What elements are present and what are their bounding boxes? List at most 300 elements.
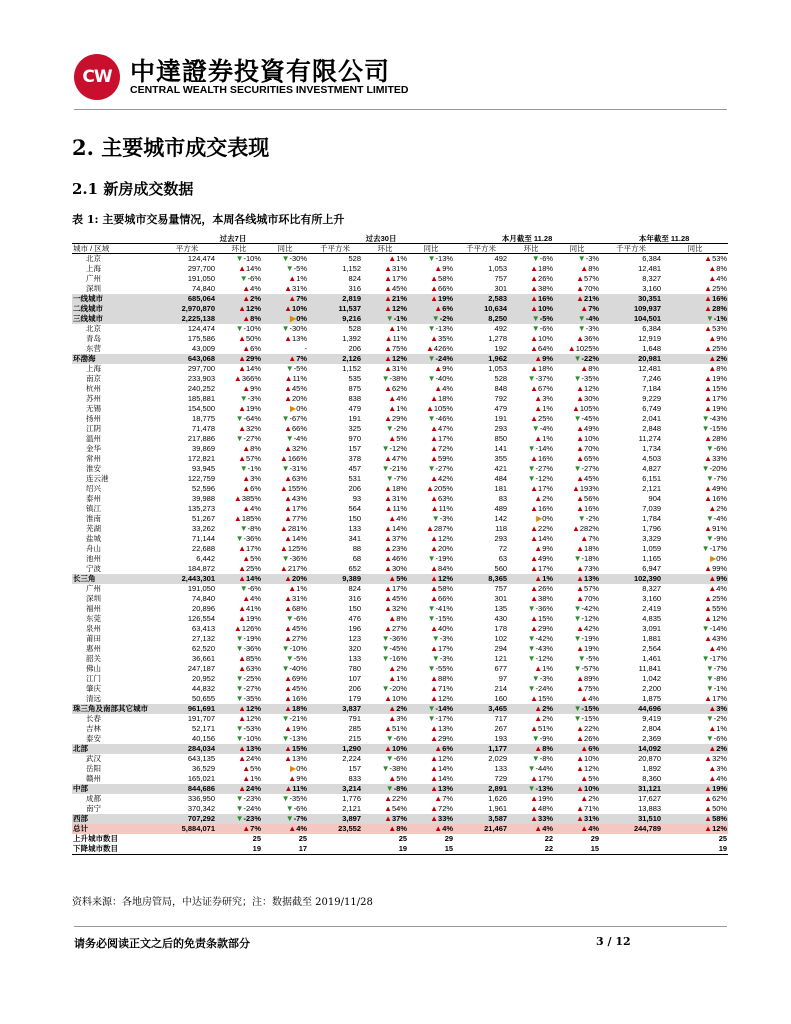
cell-value: 214 — [494, 684, 508, 693]
down-arrow-icon: ▼ — [427, 324, 436, 333]
up-arrow-icon: ▲ — [238, 404, 246, 413]
table-cell — [262, 424, 308, 434]
up-arrow-icon: ▲ — [704, 564, 713, 573]
table-cell — [454, 284, 508, 294]
cell-value: 68% — [292, 604, 308, 613]
row-label — [72, 604, 158, 614]
table-cell — [262, 334, 308, 344]
up-arrow-icon: ▲ — [242, 344, 251, 353]
down-arrow-icon: ▼ — [701, 654, 710, 663]
up-arrow-icon: ▲ — [238, 664, 246, 673]
table-cell — [662, 434, 728, 444]
cell-value: 深圳 — [86, 284, 101, 293]
cell-value: 160 — [494, 694, 508, 703]
table-cell — [362, 634, 408, 644]
up-arrow-icon: ▲ — [238, 264, 246, 273]
table-cell — [454, 564, 508, 574]
table-cell — [262, 674, 308, 684]
table-cell — [216, 484, 262, 494]
table-cell — [454, 784, 508, 794]
down-arrow-icon: ▼ — [701, 464, 710, 473]
table-cell — [158, 354, 216, 364]
cell-value: 29% — [245, 354, 261, 363]
table-cell — [158, 444, 216, 454]
table-cell — [362, 604, 408, 614]
up-arrow-icon: ▲ — [580, 264, 589, 273]
up-arrow-icon: ▲ — [242, 594, 251, 603]
up-arrow-icon: ▲ — [576, 564, 585, 573]
cell-value: 9% — [542, 354, 554, 363]
up-arrow-icon: ▲ — [530, 454, 539, 463]
cell-value: 47% — [392, 454, 408, 463]
table-cell — [554, 814, 600, 824]
cell-value: 29% — [392, 414, 408, 423]
table-cell — [408, 554, 454, 564]
table-cell — [216, 324, 262, 334]
city-row — [72, 584, 728, 594]
table-cell — [508, 284, 554, 294]
cell-value: -3% — [585, 254, 600, 263]
row-label — [72, 434, 158, 444]
cell-value: 643,135 — [187, 754, 215, 763]
down-arrow-icon: ▼ — [285, 814, 294, 823]
table-cell — [262, 514, 308, 524]
table-cell — [454, 704, 508, 714]
cell-value: 28% — [712, 304, 728, 313]
down-arrow-icon: ▼ — [527, 684, 536, 693]
table-cell — [554, 744, 600, 754]
table-cell — [262, 654, 308, 664]
cell-value: 泰安 — [86, 734, 101, 743]
table-cell — [662, 534, 728, 544]
table-cell — [362, 804, 408, 814]
table-cell — [662, 554, 728, 564]
cell-value: 池州 — [86, 554, 101, 563]
cell-value: 652 — [348, 564, 362, 573]
cell-value: 1,734 — [642, 444, 662, 453]
table-cell — [158, 714, 216, 724]
table-cell — [216, 384, 262, 394]
cell-value: -4% — [539, 424, 554, 433]
table-cell — [158, 344, 216, 354]
table-cell — [508, 294, 554, 304]
cell-value: 14% — [538, 534, 554, 543]
table-cell — [408, 734, 454, 744]
table-cell — [662, 834, 728, 844]
table-cell — [600, 844, 662, 855]
cell-value: 37% — [392, 534, 408, 543]
down-arrow-icon: ▼ — [281, 664, 290, 673]
cell-value: 3,587 — [488, 814, 508, 823]
table-cell — [362, 644, 408, 654]
table-cell — [408, 494, 454, 504]
up-arrow-icon: ▲ — [530, 284, 539, 293]
up-arrow-icon: ▲ — [279, 564, 288, 573]
up-arrow-icon: ▲ — [384, 694, 393, 703]
row-label — [72, 324, 158, 334]
table-cell — [362, 524, 408, 534]
up-arrow-icon: ▲ — [530, 624, 539, 633]
table-cell — [600, 424, 662, 434]
cell-value: -18% — [581, 554, 600, 563]
table-cell — [362, 294, 408, 304]
up-arrow-icon: ▲ — [384, 604, 393, 613]
table-cell — [262, 344, 308, 354]
cell-value: 清远 — [86, 694, 101, 703]
table-cell — [508, 534, 554, 544]
down-arrow-icon: ▼ — [427, 614, 436, 623]
row-label — [72, 264, 158, 274]
table-cell — [508, 334, 554, 344]
cell-value: 9% — [716, 334, 728, 343]
table-cell — [508, 514, 554, 524]
cell-value: 7,246 — [642, 374, 662, 383]
cell-value: 4% — [716, 274, 728, 283]
table-cell — [158, 844, 216, 855]
up-arrow-icon: ▲ — [576, 454, 585, 463]
cell-value: 244,789 — [633, 824, 662, 833]
table-cell — [600, 404, 662, 414]
cell-value: 12% — [438, 534, 454, 543]
up-arrow-icon: ▲ — [288, 354, 297, 363]
cell-value: 12% — [584, 764, 600, 773]
up-arrow-icon: ▲ — [238, 574, 246, 583]
cell-value: -8% — [247, 524, 261, 533]
cell-value: 316 — [348, 284, 362, 293]
down-arrow-icon: ▼ — [573, 714, 582, 723]
count-row — [72, 834, 728, 844]
table-cell — [262, 294, 308, 304]
table-cell — [662, 804, 728, 814]
table-cell — [508, 414, 554, 424]
table-cell — [408, 614, 454, 624]
cell-value: 25% — [538, 414, 554, 423]
table-cell — [216, 514, 262, 524]
cell-value: 4% — [588, 824, 600, 833]
table-cell — [408, 444, 454, 454]
city-row — [72, 394, 728, 404]
table-cell — [262, 564, 308, 574]
up-arrow-icon: ▲ — [384, 804, 393, 813]
table-cell — [308, 814, 362, 824]
cell-value: 133 — [348, 654, 362, 663]
cell-value: 12,481 — [638, 264, 662, 273]
cell-value: -3% — [585, 324, 600, 333]
cell-value: -6% — [393, 734, 408, 743]
table-cell — [158, 294, 216, 304]
cell-value: -6% — [293, 804, 308, 813]
table-cell — [508, 684, 554, 694]
table-cell — [454, 654, 508, 664]
table-cell — [362, 304, 408, 314]
cell-value: 3,091 — [642, 624, 662, 633]
table-cell — [216, 834, 262, 844]
table-cell — [158, 724, 216, 734]
table-cell — [216, 444, 262, 454]
up-arrow-icon: ▲ — [704, 804, 713, 813]
cell-value: -23% — [243, 794, 261, 803]
table-cell — [158, 494, 216, 504]
cell-value: 深圳 — [86, 594, 101, 603]
cell-value: -31% — [289, 464, 308, 473]
cell-value: 19 — [718, 844, 728, 853]
down-arrow-icon: ▼ — [239, 464, 248, 473]
table-cell — [308, 404, 362, 414]
cell-value: -44% — [535, 764, 554, 773]
table-cell — [454, 294, 508, 304]
cell-value: 45% — [292, 684, 308, 693]
table-cell — [508, 344, 554, 354]
cell-value: 185,881 — [187, 394, 215, 403]
up-arrow-icon: ▲ — [704, 594, 713, 603]
down-arrow-icon: ▼ — [573, 554, 582, 563]
cell-value: 14% — [245, 574, 261, 583]
row-label — [72, 404, 158, 414]
up-arrow-icon: ▲ — [708, 704, 717, 713]
table-cell — [158, 484, 216, 494]
up-arrow-icon: ▲ — [430, 804, 439, 813]
table-cell — [454, 254, 508, 265]
table-cell — [508, 354, 554, 364]
cell-value: 10% — [538, 304, 554, 313]
table-cell — [216, 334, 262, 344]
table-cell — [662, 274, 728, 284]
up-arrow-icon: ▲ — [288, 274, 297, 283]
cell-value: -67% — [289, 414, 308, 423]
cell-value: 一线城市 — [73, 294, 103, 303]
table-cell — [408, 674, 454, 684]
table-cell — [362, 424, 408, 434]
city-row — [72, 444, 728, 454]
table-cell — [362, 444, 408, 454]
up-arrow-icon: ▲ — [704, 454, 713, 463]
cell-value: 1% — [296, 274, 308, 283]
cell-value: 6% — [588, 744, 600, 753]
up-arrow-icon: ▲ — [434, 824, 443, 833]
cell-value: 294 — [494, 644, 508, 653]
cell-value: -53% — [243, 724, 261, 733]
table-cell — [662, 404, 728, 414]
up-arrow-icon: ▲ — [704, 284, 713, 293]
cell-value: 福州 — [86, 604, 101, 613]
table-cell — [308, 384, 362, 394]
up-arrow-icon: ▲ — [530, 364, 539, 373]
up-arrow-icon: ▲ — [238, 654, 246, 663]
table-cell — [408, 664, 454, 674]
cell-value: 685,064 — [187, 294, 215, 303]
table-cell — [454, 774, 508, 784]
table-cell — [662, 654, 728, 664]
cell-value: 48% — [538, 804, 554, 813]
up-arrow-icon: ▲ — [576, 624, 585, 633]
down-arrow-icon: ▼ — [705, 474, 714, 483]
down-arrow-icon: ▼ — [385, 424, 394, 433]
table-cell — [454, 334, 508, 344]
up-arrow-icon: ▲ — [430, 624, 439, 633]
cell-value: 三线城市 — [73, 314, 103, 323]
table-cell — [454, 644, 508, 654]
table-cell — [262, 484, 308, 494]
up-arrow-icon: ▲ — [708, 354, 717, 363]
table-cell — [262, 324, 308, 334]
table-cell — [408, 764, 454, 774]
down-arrow-icon: ▼ — [381, 444, 390, 453]
table-cell — [554, 474, 600, 484]
cell-value: 531 — [348, 474, 362, 483]
cell-value: 19% — [292, 724, 308, 733]
table-cell — [600, 604, 662, 614]
table-cell — [508, 564, 554, 574]
cell-value: 45% — [292, 624, 308, 633]
table-cell — [216, 464, 262, 474]
cell-value: 17% — [712, 694, 728, 703]
table-cell — [362, 824, 408, 834]
cell-value: 49% — [712, 484, 728, 493]
cell-value: 二线城市 — [73, 304, 103, 313]
up-arrow-icon: ▲ — [430, 504, 439, 513]
cell-value: -12% — [535, 654, 554, 663]
table-cell — [662, 354, 728, 364]
table-cell — [554, 314, 600, 324]
col-header: 千平方米 — [454, 244, 508, 254]
cell-value: 14% — [392, 524, 408, 533]
up-arrow-icon: ▲ — [238, 304, 246, 313]
flat-arrow-icon: ▶ — [290, 404, 297, 413]
cell-value: 707,292 — [187, 814, 215, 823]
cell-value: 421 — [494, 464, 508, 473]
table-cell — [362, 664, 408, 674]
cell-value: -6% — [247, 584, 261, 593]
down-arrow-icon: ▼ — [431, 654, 440, 663]
up-arrow-icon: ▲ — [288, 294, 297, 303]
cell-value: 47% — [438, 424, 454, 433]
cell-value: -36% — [389, 634, 408, 643]
up-arrow-icon: ▲ — [288, 584, 297, 593]
table-cell — [508, 404, 554, 414]
table-cell — [600, 434, 662, 444]
table-cell — [508, 274, 554, 284]
up-arrow-icon: ▲ — [530, 304, 539, 313]
table-cell — [408, 574, 454, 584]
down-arrow-icon: ▼ — [573, 464, 582, 473]
col-header: 同比 — [262, 244, 308, 254]
cell-value: -55% — [435, 664, 454, 673]
cell-value: -15% — [709, 424, 728, 433]
table-cell — [408, 524, 454, 534]
table-cell — [158, 434, 216, 444]
down-arrow-icon: ▼ — [239, 274, 248, 283]
table-cell — [508, 634, 554, 644]
table-cell — [362, 484, 408, 494]
table-body — [72, 254, 728, 855]
table-cell — [600, 664, 662, 674]
table-cell — [554, 804, 600, 814]
cell-value: 18% — [438, 394, 454, 403]
table-cell — [408, 294, 454, 304]
cell-value: 2% — [716, 354, 728, 363]
up-arrow-icon: ▲ — [708, 334, 717, 343]
cell-value: 72 — [498, 544, 508, 553]
table-cell — [216, 354, 262, 364]
table-cell — [158, 624, 216, 634]
table-cell — [454, 414, 508, 424]
table-cell — [308, 364, 362, 374]
up-arrow-icon: ▲ — [534, 494, 543, 503]
down-arrow-icon: ▼ — [427, 664, 436, 673]
table-cell — [408, 624, 454, 634]
city-row — [72, 334, 728, 344]
table-cell — [600, 754, 662, 764]
cell-value: -8% — [539, 754, 554, 763]
up-arrow-icon: ▲ — [388, 674, 397, 683]
cell-value: -19% — [435, 554, 454, 563]
row-label — [72, 394, 158, 404]
cell-value: -25% — [243, 674, 261, 683]
up-arrow-icon: ▲ — [284, 684, 293, 693]
city-row — [72, 524, 728, 534]
cell-value: 22% — [538, 524, 554, 533]
table-cell — [362, 614, 408, 624]
table-cell — [454, 624, 508, 634]
cell-value: 22 — [544, 834, 554, 843]
cell-value: 838 — [348, 394, 362, 403]
table-cell — [408, 324, 454, 334]
table-cell — [158, 474, 216, 484]
table-cell — [216, 424, 262, 434]
cell-value: 23,552 — [338, 824, 362, 833]
down-arrow-icon: ▼ — [527, 784, 536, 793]
cell-value: 29% — [438, 734, 454, 743]
up-arrow-icon: ▲ — [530, 484, 539, 493]
row-label — [72, 814, 158, 824]
table-cell — [600, 624, 662, 634]
cell-value: 32% — [712, 754, 728, 763]
cell-value: 9% — [442, 364, 454, 373]
table-cell — [508, 704, 554, 714]
table-cell — [158, 284, 216, 294]
cell-value: 125% — [287, 544, 308, 553]
up-arrow-icon: ▲ — [576, 294, 585, 303]
cell-value: -2% — [713, 714, 728, 723]
table-cell — [554, 384, 600, 394]
cell-value: 1,892 — [642, 764, 662, 773]
cell-value: 26% — [538, 584, 554, 593]
down-arrow-icon: ▼ — [427, 414, 436, 423]
row-label — [72, 704, 158, 714]
cell-value: 69% — [292, 674, 308, 683]
table-cell — [508, 604, 554, 614]
table-cell — [454, 424, 508, 434]
up-arrow-icon: ▲ — [434, 384, 443, 393]
up-arrow-icon: ▲ — [284, 444, 293, 453]
cell-value: 6% — [250, 344, 261, 353]
table-cell — [262, 684, 308, 694]
cell-value: -6% — [713, 444, 728, 453]
table-cell — [262, 834, 308, 844]
cell-value: 泰州 — [86, 494, 101, 503]
table-cell — [454, 534, 508, 544]
cell-value: 40,156 — [192, 734, 215, 743]
cell-value: -27% — [435, 464, 454, 473]
cell-value: 西部 — [73, 814, 88, 823]
table-cell — [158, 514, 216, 524]
up-arrow-icon: ▲ — [430, 644, 439, 653]
table-cell — [362, 414, 408, 424]
cell-value: -27% — [535, 464, 554, 473]
cell-value: 17% — [392, 274, 408, 283]
up-arrow-icon: ▲ — [430, 684, 439, 693]
cell-value: 123 — [348, 634, 362, 643]
